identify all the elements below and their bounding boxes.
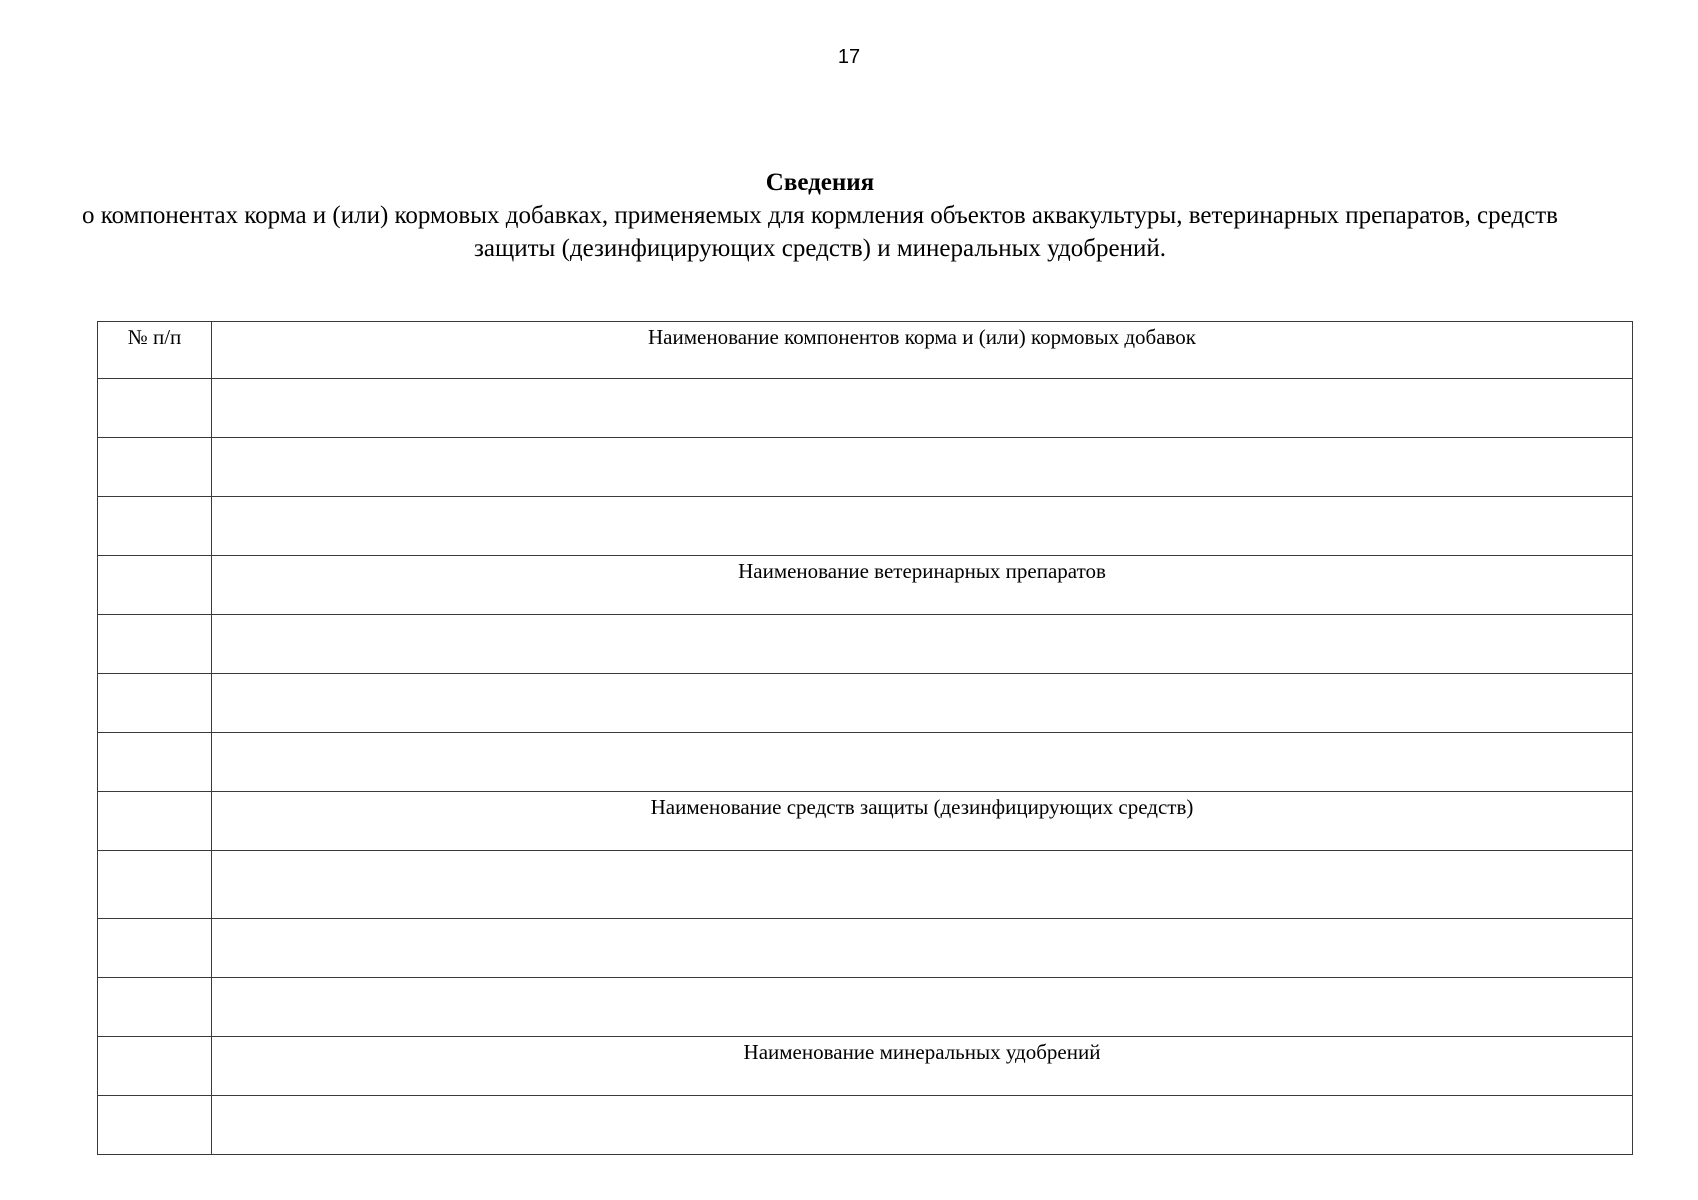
table-row bbox=[98, 379, 1633, 438]
section-heading-cell bbox=[212, 792, 1633, 851]
section-heading-fertilizer: Наименование минеральных удобрений bbox=[743, 1040, 1101, 1064]
title-block bbox=[60, 166, 1580, 265]
table-row bbox=[98, 497, 1633, 556]
section-heading-row bbox=[98, 322, 1633, 379]
num-cell[interactable] bbox=[98, 497, 212, 556]
num-cell[interactable] bbox=[98, 733, 212, 792]
table-row bbox=[98, 919, 1633, 978]
name-cell[interactable] bbox=[212, 615, 1633, 674]
name-cell[interactable] bbox=[212, 438, 1633, 497]
num-cell[interactable] bbox=[98, 556, 212, 615]
name-cell[interactable] bbox=[212, 1096, 1633, 1155]
num-header-label: № п/п bbox=[127, 325, 182, 349]
section-heading-row bbox=[98, 792, 1633, 851]
section-heading-vet: Наименование ветеринарных препаратов bbox=[738, 559, 1106, 583]
name-cell[interactable] bbox=[212, 733, 1633, 792]
page-number: 17 bbox=[837, 46, 861, 68]
section-heading-cell bbox=[212, 322, 1633, 379]
table-row bbox=[98, 1096, 1633, 1155]
document-title: Сведения bbox=[765, 169, 875, 196]
table-row bbox=[98, 674, 1633, 733]
num-cell[interactable] bbox=[98, 919, 212, 978]
num-cell[interactable] bbox=[98, 674, 212, 733]
name-cell[interactable] bbox=[212, 851, 1633, 919]
name-cell[interactable] bbox=[212, 978, 1633, 1037]
name-cell[interactable] bbox=[212, 379, 1633, 438]
num-cell[interactable] bbox=[98, 615, 212, 674]
num-cell[interactable] bbox=[98, 1096, 212, 1155]
num-cell[interactable] bbox=[98, 379, 212, 438]
num-cell[interactable] bbox=[98, 1037, 212, 1096]
name-cell[interactable] bbox=[212, 919, 1633, 978]
name-cell[interactable] bbox=[212, 497, 1633, 556]
section-heading-cell bbox=[212, 1037, 1633, 1096]
num-header-cell bbox=[98, 322, 212, 379]
name-cell[interactable] bbox=[212, 674, 1633, 733]
section-heading-disinfect: Наименование средств защиты (дезинфицирующих средств) bbox=[650, 795, 1194, 819]
section-heading-cell bbox=[212, 556, 1633, 615]
section-heading-feed: Наименование компонентов корма и (или) кормовых добавок bbox=[648, 325, 1196, 349]
table-row bbox=[98, 978, 1633, 1037]
num-cell[interactable] bbox=[98, 978, 212, 1037]
section-heading-row bbox=[98, 556, 1633, 615]
table-row bbox=[98, 733, 1633, 792]
document-subtitle: о компонентах корма и (или) кормовых добавках, применяемых для кормления объектов аквакультуры, ветеринарных препаратов, средств защиты (дезинфицирующих средств) и минеральных удобрений. bbox=[82, 202, 1558, 262]
table-row bbox=[98, 615, 1633, 674]
num-cell[interactable] bbox=[98, 438, 212, 497]
table-row bbox=[98, 438, 1633, 497]
info-table bbox=[97, 321, 1633, 1155]
table-row bbox=[98, 851, 1633, 919]
num-cell[interactable] bbox=[98, 851, 212, 919]
section-heading-row bbox=[98, 1037, 1633, 1096]
num-cell[interactable] bbox=[98, 792, 212, 851]
